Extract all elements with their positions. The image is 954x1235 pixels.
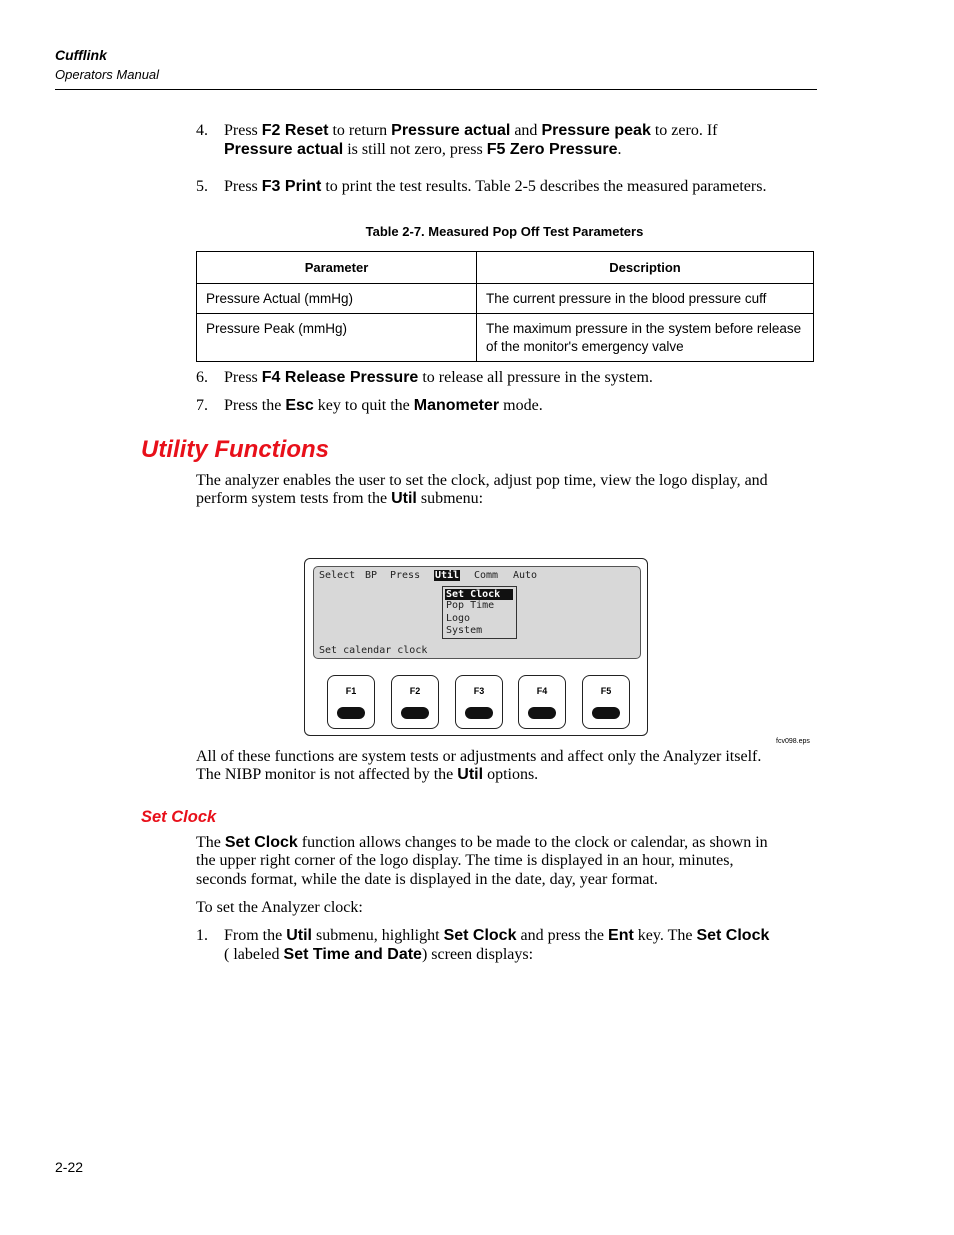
menu-comm: Comm <box>474 570 499 581</box>
f1-button <box>337 707 365 719</box>
submenu-system: System <box>446 625 483 636</box>
utility-intro-line-2: perform system tests from the Util submenu: <box>196 490 484 507</box>
f4-key <box>518 675 566 729</box>
util-submenu <box>442 586 517 639</box>
table-cell: The current pressure in the blood pressure cuff <box>477 284 814 314</box>
section-heading-utility-functions: Utility Functions <box>141 436 329 463</box>
f1-key <box>327 675 375 729</box>
submenu-pop-time: Pop Time <box>446 600 495 611</box>
menu-select: Select <box>319 570 356 581</box>
lcd-status-line: Set calendar clock <box>319 645 428 656</box>
table-row <box>197 314 814 362</box>
table-header-description: Description <box>477 252 814 284</box>
submenu-logo: Logo <box>446 613 471 624</box>
f2-button <box>401 707 429 719</box>
step-7-text: Press the Esc key to quit the Manometer mode. <box>224 397 543 414</box>
set-clock-step-1-line-2: ( labeled Set Time and Date) screen displays: <box>224 946 534 963</box>
step-number: 1. <box>196 927 208 944</box>
f4-key-label: F4 <box>536 686 548 696</box>
submenu-set-clock-highlighted: Set Clock <box>445 589 513 600</box>
menu-bp: BP <box>365 570 378 581</box>
step-number: 5. <box>196 178 208 195</box>
f4-button <box>528 707 556 719</box>
menu-press: Press <box>390 570 421 581</box>
set-clock-p1-line-3: seconds format, while the date is displayed in the date, day, year format. <box>196 871 658 888</box>
analyzer-front-panel-figure <box>304 558 648 736</box>
table-cell: The maximum pressure in the system before release of the monitor's emergency valve <box>477 314 814 362</box>
table-cell: Pressure Peak (mmHg) <box>197 314 477 362</box>
manual-title: Cufflink <box>55 47 107 63</box>
menu-util-highlighted: Util <box>435 570 460 581</box>
measured-parameters-table <box>196 251 814 362</box>
table-row <box>197 284 814 314</box>
f1-key-label: F1 <box>345 686 357 696</box>
step-4-line-1: Press F2 Reset to return Pressure actual and Pressure peak to zero. If <box>224 122 718 139</box>
set-clock-p1-line-2: the upper right corner of the logo display. The time is displayed in an hour, minutes, <box>196 852 734 869</box>
after-figure-line-2: The NIBP monitor is not affected by the Util options. <box>196 766 539 783</box>
section-heading-set-clock: Set Clock <box>141 808 217 826</box>
after-figure-line-1: All of these functions are system tests or adjustments and affect only the Analyzer itself. <box>196 748 762 765</box>
step-number: 4. <box>196 122 208 139</box>
step-6-text: Press F4 Release Pressure to release all pressure in the system. <box>224 369 653 386</box>
step-5-text: Press F3 Print to print the test results. Table 2-5 describes the measured parameters. <box>224 178 767 195</box>
step-4-line-2: Pressure actual is still not zero, press F5 Zero Pressure. <box>224 141 622 158</box>
figure-id: fcv098.eps <box>776 738 810 745</box>
page-number: 2-22 <box>55 1159 84 1175</box>
f3-key <box>455 675 503 729</box>
lcd-display <box>313 566 641 659</box>
f2-key <box>391 675 439 729</box>
utility-intro-line-1: The analyzer enables the user to set the clock, adjust pop time, view the logo display, and <box>196 472 768 489</box>
step-number: 7. <box>196 397 208 414</box>
f5-button <box>592 707 620 719</box>
f3-button <box>465 707 493 719</box>
header-rule <box>55 89 817 90</box>
step-number: 6. <box>196 369 208 386</box>
set-clock-step-1-line-1: From the Util submenu, highlight Set Clock and press the Ent key. The Set Clock <box>224 927 770 944</box>
menu-auto: Auto <box>513 570 538 581</box>
table-cell: Pressure Actual (mmHg) <box>197 284 477 314</box>
table-caption: Table 2-7. Measured Pop Off Test Parameters <box>365 224 644 239</box>
set-clock-p2: To set the Analyzer clock: <box>196 899 363 916</box>
f5-key-label: F5 <box>600 686 612 696</box>
set-clock-p1-line-1: The Set Clock function allows changes to be made to the clock or calendar, as shown in <box>196 834 768 851</box>
table-header-parameter: Parameter <box>197 252 477 284</box>
f5-key <box>582 675 630 729</box>
f2-key-label: F2 <box>409 686 421 696</box>
manual-subtitle: Operators Manual <box>55 67 160 82</box>
f3-key-label: F3 <box>473 686 485 696</box>
